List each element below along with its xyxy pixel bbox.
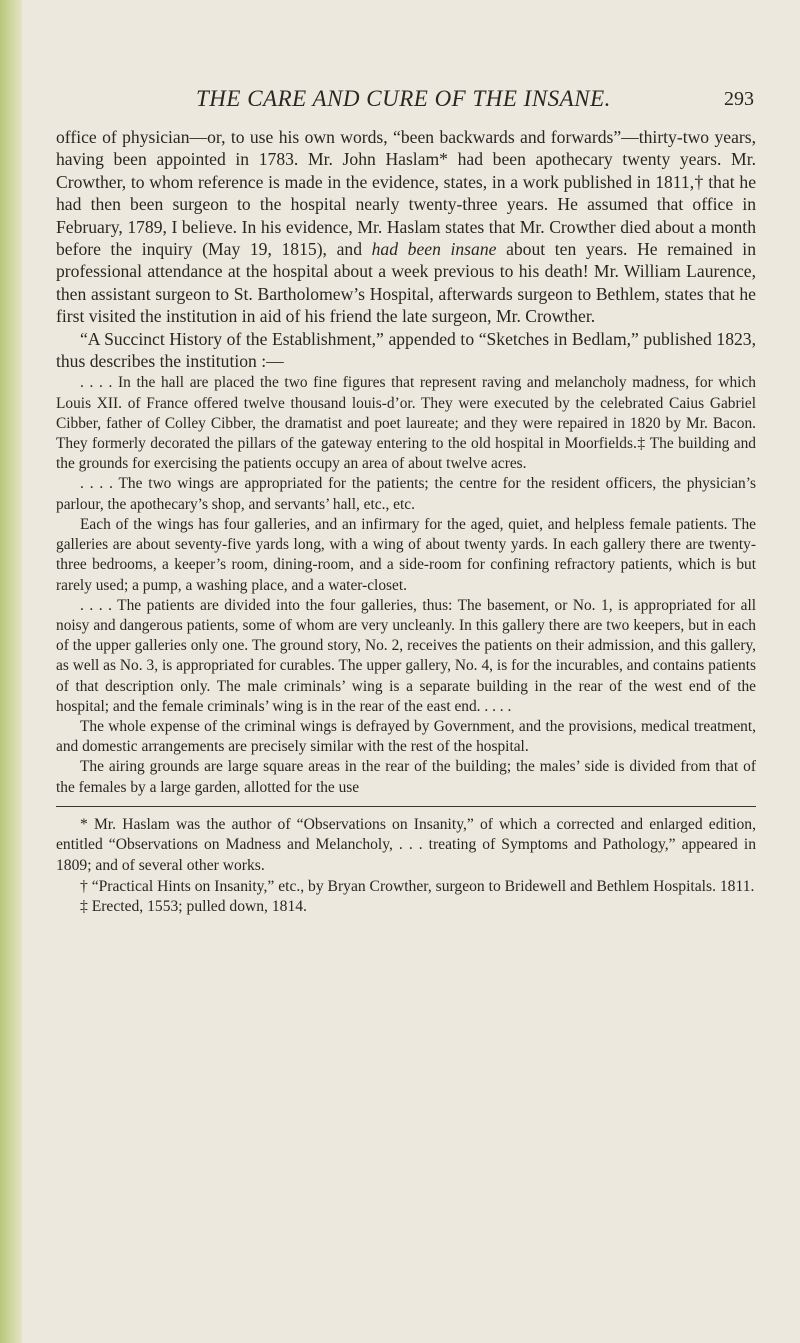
footnotes <box>56 815 756 918</box>
paragraph: office of physician—or, to use his own words, “been backwards and forwards”—thirty-two years, having been appointed in 1783. Mr. John Haslam* had been apothecary twenty years. Mr. Crowther, to whom reference is made in the evidence, states, in a work published in 1811,† that he had then been surgeon to the hospital nearly twenty-three years. He assumed that office in February, 1789, I believe. In his evidence, Mr. Haslam states that Mr. Crowther died about a month before the inquiry (May 19, 1815), and had been insane about ten years. He remained in professional attendance at the hospital about a week previous to his death! Mr. William Laurence, then assistant surgeon to St. Bartholomew’s Hospital, afterwards surgeon to Bethlem, states that he first visited the institution in aid of his friend the late surgeon, Mr. Crowther. <box>56 127 756 327</box>
footnote-rule <box>56 806 756 807</box>
quote-paragraph: Each of the wings has four galleries, and an infirmary for the aged, quiet, and helpless female patients. The galleries are about seventy-five yards long, with a wing of about twenty yards. In each gallery there are twenty-three bedrooms, a keeper’s room, dining-room, and a side-room for confining refractory patients, which is but rarely used; a pump, a washing place, and a water-closet. <box>56 515 756 594</box>
emphasis: had been insane <box>371 239 497 260</box>
paragraph: “A Succinct History of the Establishment,” appended to “Sketches in Bedlam,” published 1823, thus describes the institution :— <box>56 328 756 372</box>
running-title: THE CARE AND CURE OF THE INSANE. <box>196 86 611 111</box>
quote-paragraph: The whole expense of the criminal wings is defrayed by Government, and the provisions, medical treatment, and domestic arrangements are precisely similar with the rest of the hospital. <box>56 717 756 756</box>
quote-paragraph: . . . . The patients are divided into the four galleries, thus: The basement, or No. 1, is appropriated for all noisy and dangerous patients, some of whom are very uncleanly. In this gallery there are two keepers, but in each of the upper galleries only one. The ground story, No. 2, receives the patients on their admission, and this gallery, as well as No. 3, is appropriated for curables. The upper gallery, No. 4, is for the incurables, and contains patients of that description only. The male criminals’ wing is a separate building in the rear of the west end of the hospital; and the female criminals’ wing is in the rear of the east end. . . . . <box>56 596 756 715</box>
block-quote <box>56 373 756 797</box>
quote-paragraph: . . . . In the hall are placed the two fine figures that represent raving and melancholy madness, for which Louis XII. of France offered twelve thousand louis-d’or. They were executed by the celebrated Caius Gabriel Cibber, father of Colley Cibber, the dramatist and poet laureate; and they were repaired in 1820 by Mr. Bacon. They formerly decorated the pillars of the gateway entering to the old hospital in Moorfields.‡ The building and the grounds for exercising the patients occupy an area of about twelve acres. <box>56 374 756 473</box>
footnote: * Mr. Haslam was the author of “Observations on Insanity,” of which a corrected and enlarged edition, entitled “Observations on Madness and Melancholy, . . . treating of Symptoms and Pathology,” appeared in 1809; and of several other works. <box>56 815 756 874</box>
main-text <box>56 126 756 372</box>
book-binding-edge <box>0 0 22 1343</box>
footnote: ‡ Erected, 1553; pulled down, 1814. <box>80 898 307 916</box>
book-page <box>56 86 756 918</box>
quote-paragraph: . . . . The two wings are appropriated for the patients; the centre for the resident officers, the physician’s parlour, the apothecary’s shop, and servants’ hall, etc., etc. <box>56 475 756 513</box>
page-header <box>56 86 756 126</box>
quote-paragraph: The airing grounds are large square areas in the rear of the building; the males’ side is divided from that of the females by a large garden, allotted for the use <box>56 758 756 796</box>
footnote: † “Practical Hints on Insanity,” etc., by Bryan Crowther, surgeon to Bridewell and Bethlem Hospitals. 1811. <box>80 877 755 895</box>
page-number: 293 <box>724 88 754 110</box>
